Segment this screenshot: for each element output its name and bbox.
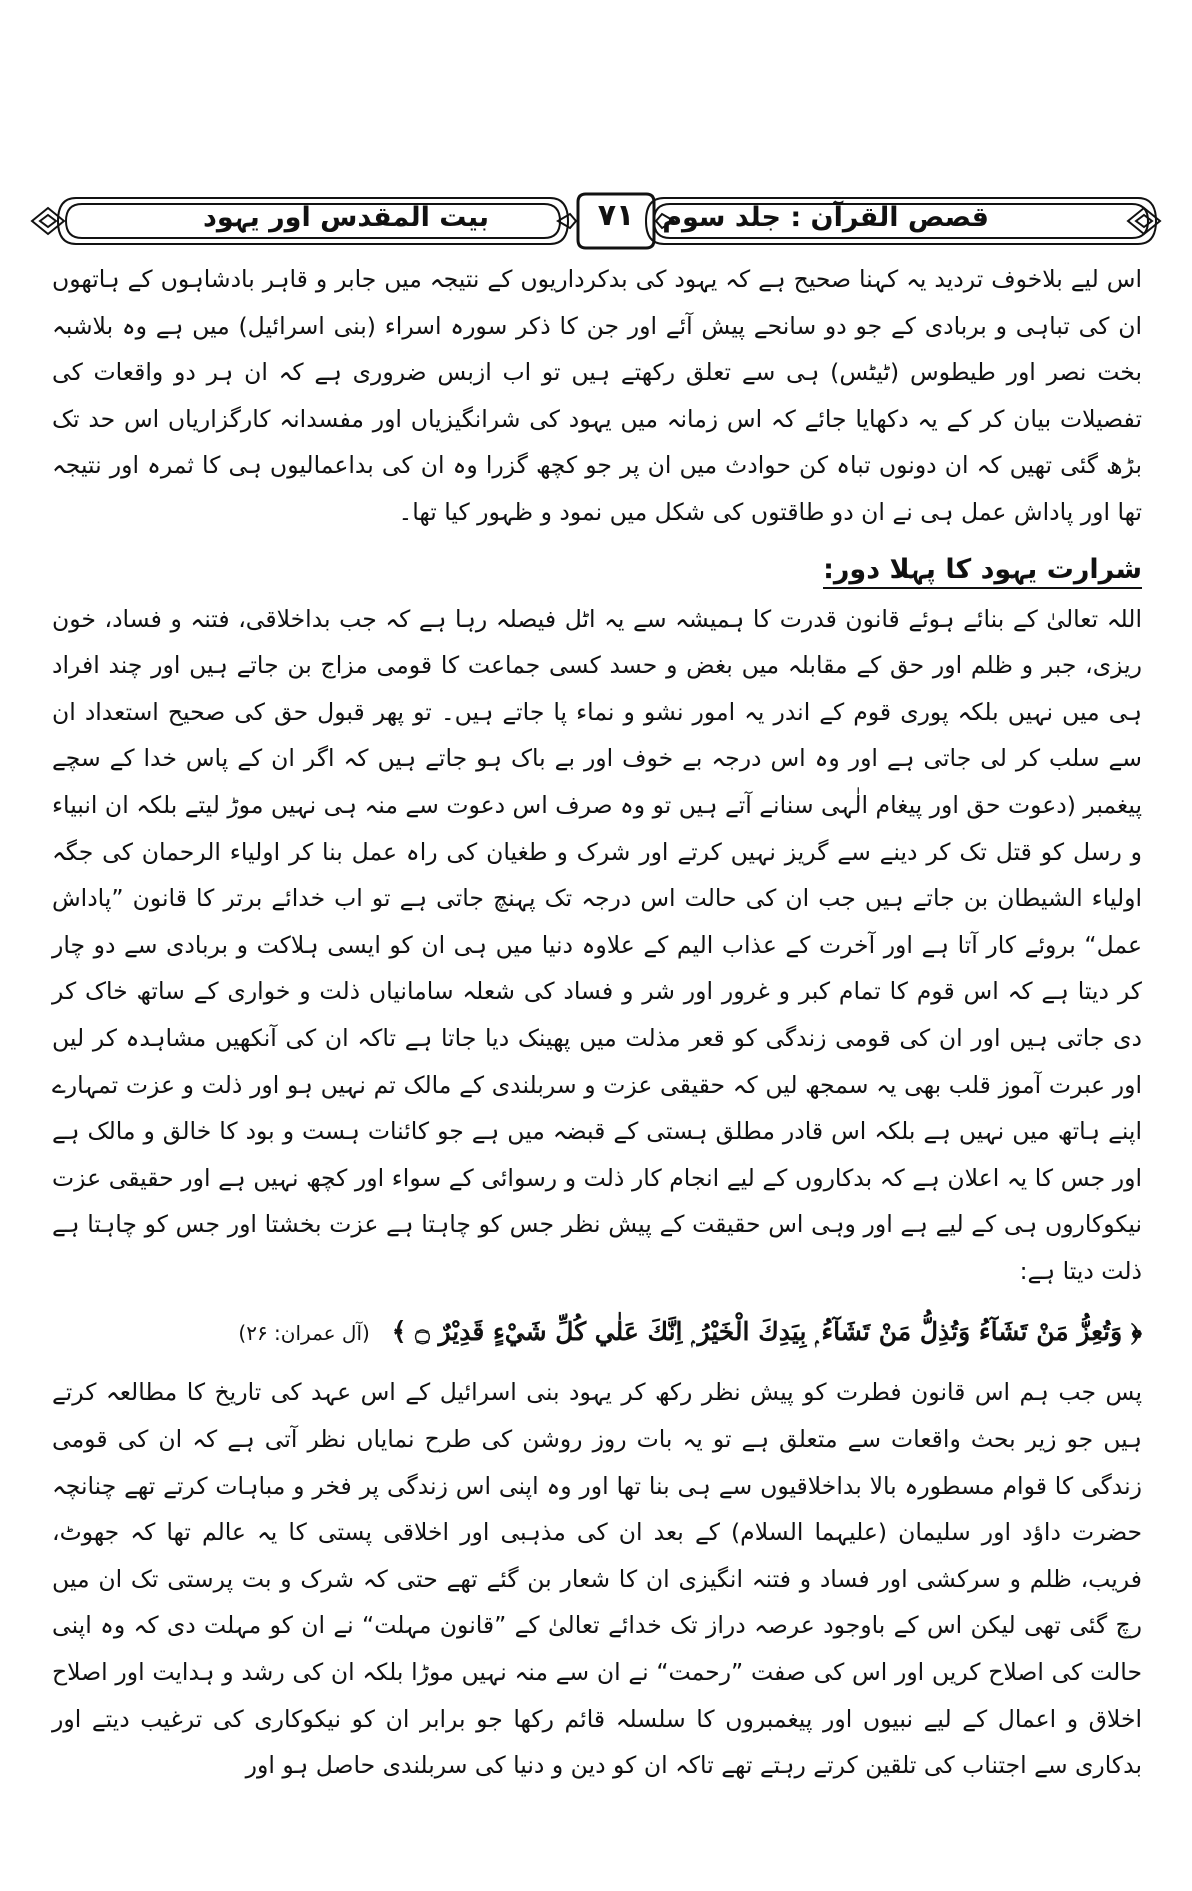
paragraph-intro: اس لیے بلاخوف تردید یہ کہنا صحیح ہے کہ یہود کی بدکرداریوں کے نتیجہ میں جابر و قاہر بادشاہوں کے ہاتھوں ان کی تباہی و بربادی کے جو دو سانحے پیش آئے اور جن کا ذکر سورہ اسراء (بنی اسرائیل) میں ہے وہ بلاشبہ بخت نصر اور طیطوس (ٹیٹس) ہی سے تعلق رکھتے ہیں تو اب ازبس ضروری ہے کہ ان ہر دو واقعات کی تفصیلات بیان کر کے یہ دکھایا جائے کہ اس زمانہ میں یہود کی شرانگیزیاں اور مفسدانہ کارگزاریاں اس حد تک بڑھ گئی تھیں کہ ان دونوں تباہ کن حوادث میں ان پر جو کچھ گزرا وہ ان کی بداعمالیوں ہی کا ثمرہ اور نتیجہ تھا اور پاداش عمل ہی نے ان دو طاقتوں کی شکل میں نمود و ظہور کیا تھا۔ (52, 265, 1142, 526)
page-header (28, 188, 1164, 254)
paragraph-history: پس جب ہم اس قانون فطرت کو پیش نظر رکھ کر یہود بنی اسرائیل کے اس عہد کی تاریخ کا مطالعہ کرتے ہیں جو زیر بحث واقعات سے متعلق ہے تو یہ بات روز روشن کی طرح نمایاں نظر آتی ہے کہ ان کی قومی زندگی کا قوام مسطورہ بالا بداخلاقیوں سے ہی بنا تھا اور وہ اپنی اس زندگی پر فخر و مباہات کرتے تھے چنانچہ حضرت داؤد اور سلیمان (علیہما السلام) کے بعد ان کی مذہبی اور اخلاقی پستی کا یہ عالم تھا کہ جھوٹ، فریب، ظلم و سرکشی اور فساد و فتنہ انگیزی ان کا شعار بن گئے تھے حتی کہ شرک و بت پرستی تک ان میں رچ گئی تھی لیکن اس کے باوجود عرصہ دراز تک خدائے تعالیٰ کے ”قانون مہلت“ نے ان کو مہلت دی کہ وہ اپنی حالت کی اصلاح کریں اور اس کی صفت ”رحمت“ نے ان سے منہ نہیں موڑا بلکہ ان کی رشد و ہدایت اور اصلاح اخلاق و اعمال کے لیے نبیوں اور پیغمبروں کا سلسلہ قائم رکھا جو برابر ان کو نیکوکاری کی ترغیب دیتے اور بدکاری سے اجتناب کی تلقین کرتے رہتے تھے تاکہ ان کو دین و دنیا کی سربلندی حاصل ہو اور (52, 1378, 1142, 1780)
section-heading (52, 544, 1142, 596)
quran-verse-text: ﴿ وَتُعِزُّ مَنْ تَشَآءُ وَتُذِلُّ مَنْ تَشَآءُ ۭ بِيَدِكَ الْخَيْرُ ۭ اِنَّكَ عَلٰي كُلِّ شَيْءٍ قَدِيْرٌ ۝ ﴾ (391, 1317, 1142, 1347)
quran-verse-reference: (آل عمران: ۲۶) (238, 1321, 370, 1346)
page-body (52, 256, 1142, 1789)
page-number: ۷۱ (597, 198, 635, 233)
quran-verse (52, 1304, 1142, 1361)
chapter-title-header: بیت المقدس اور یہود (203, 202, 490, 233)
book-title-header: قصص القرآن : جلد سوم (662, 202, 989, 233)
section-heading-text: شرارت یہود کا پہلا دور: (823, 554, 1142, 589)
paragraph-law-of-nature: اللہ تعالیٰ کے بنائے ہوئے قانون قدرت کا ہمیشہ سے یہ اٹل فیصلہ رہا ہے کہ جب بداخلاقی، فتنہ و فساد، خون ریزی، جبر و ظلم اور حق کے مقابلہ میں بغض و حسد کسی جماعت کا قومی مزاج بن جاتے ہیں اور چند افراد ہی میں نہیں بلکہ پوری قوم کے اندر یہ امور نشو و نماء پا جاتے ہیں۔ تو پھر قبول حق کی صحیح استعداد ان سے سلب کر لی جاتی ہے اور وہ اس درجہ بے خوف اور بے باک ہو جاتے ہیں کہ اگر ان کے پاس خدا کے سچے پیغمبر (دعوت حق اور پیغام الٰہی سنانے آتے ہیں تو وہ صرف اس دعوت سے منہ ہی نہیں موڑ لیتے بلکہ ان انبیاء و رسل کو قتل تک کر دینے سے گریز نہیں کرتے اور شرک و طغیان کی راہ عمل بنا کر اولیاء الرحمان کی جگہ اولیاء الشیطان بن جاتے ہیں جب ان کی حالت اس درجہ تک پہنچ جاتی ہے تو اب خدائے برتر کا قانون ”پاداش عمل“ بروئے کار آتا ہے اور آخرت کے عذاب الیم کے علاوہ دنیا میں ہی ان کو ایسی ہلاکت و بربادی سے دو چار کر دیتا ہے کہ اس قوم کا تمام کبر و غرور اور شر و فساد کی شعلہ سامانیاں ذلت و خواری کے ساتھ خاک کر دی جاتی ہیں اور ان کی قومی زندگی کو قعر مذلت میں پھینک دیا جاتا ہے تاکہ ان کی آنکھیں مشاہدہ کر لیں اور عبرت آموز قلب بھی یہ سمجھ لیں کہ حقیقی عزت و سربلندی کے مالک تم نہیں ہو اور ذلت و عزت تمہارے اپنے ہاتھ میں نہیں ہے بلکہ اس قادر مطلق ہستی کے قبضہ میں ہے جو کائنات ہست و بود کا خالق و مالک ہے اور جس کا یہ اعلان ہے کہ بدکاروں کے لیے انجام کار ذلت و رسوائی کے سواء اور کچھ نہیں ہے اور حقیقی عزت نیکوکاروں ہی کے لیے ہے اور وہی اس حقیقت کے پیش نظر جس کو چاہتا ہے عزت بخشتا اور جس کو چاہتا ہے ذلت دیتا ہے: (52, 604, 1142, 1285)
